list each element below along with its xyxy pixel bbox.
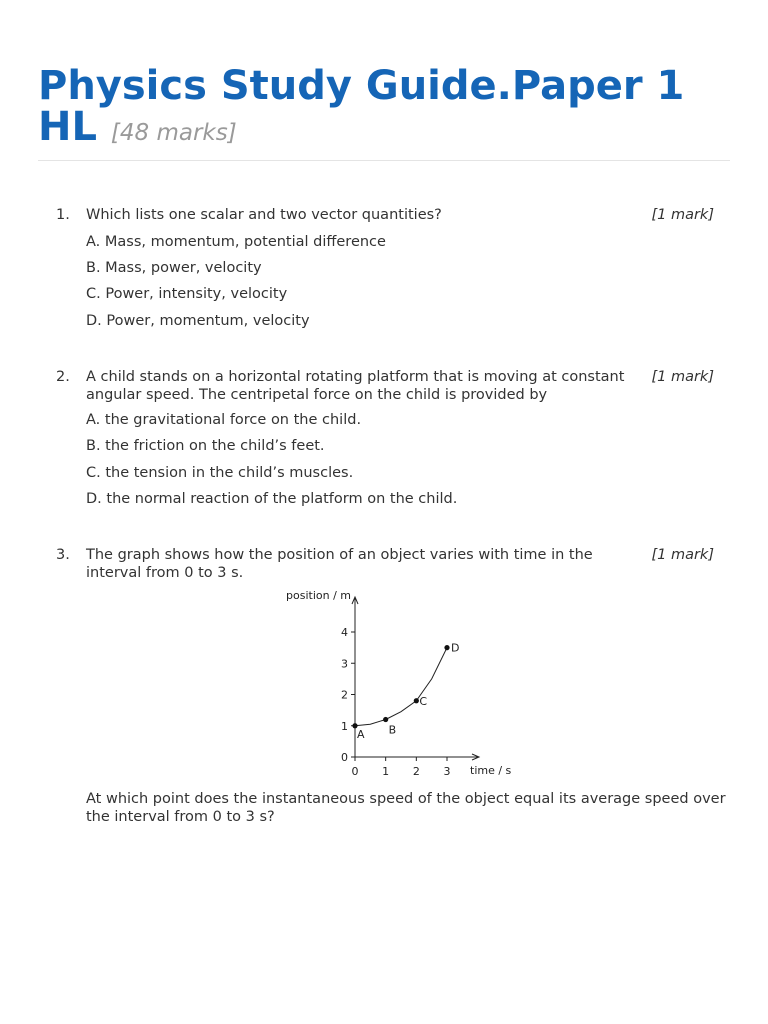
point-d [444, 645, 449, 650]
point-b [383, 717, 388, 722]
point-label-c: C [419, 694, 428, 708]
title-line-1: Physics Study Guide.Paper 1 [38, 63, 685, 109]
x-tick-label: 3 [443, 765, 451, 778]
question-text: A child stands on a horizontal rotating platform that is moving at constant angular speed. The centripetal force on the child is provided by [86, 369, 625, 403]
page-title [38, 63, 730, 154]
y-tick-label: 1 [341, 719, 348, 733]
position-curve [355, 648, 447, 726]
point-label-b: B [388, 723, 397, 737]
question-marks: [1 mark] [651, 547, 714, 563]
position-time-graph [282, 584, 522, 784]
y-tick-label: 3 [341, 657, 348, 671]
option-b[interactable]: B. the friction on the child’s feet. [86, 438, 325, 454]
question-3-follow-up: At which point does the instantaneous speed of the object equal its average speed over the interval from 0 to 3 s? [86, 791, 726, 825]
x-tick-label: 0 [351, 765, 359, 778]
y-tick-label: 0 [341, 751, 348, 764]
title-line-2: HL [38, 104, 97, 150]
axes [352, 597, 479, 760]
question-text: Which lists one scalar and two vector quantities? [86, 207, 442, 223]
question-number: 1. [56, 207, 70, 223]
option-d[interactable]: D. the normal reaction of the platform on the child. [86, 491, 458, 507]
y-axis-label: position / m [286, 589, 351, 602]
ticks [341, 626, 451, 778]
option-b[interactable]: B. Mass, power, velocity [86, 260, 262, 276]
option-c[interactable]: C. the tension in the child’s muscles. [86, 465, 354, 481]
point-label-a: A [357, 727, 365, 741]
data-points [352, 642, 459, 741]
x-tick-label: 2 [412, 765, 420, 778]
option-c[interactable]: C. Power, intensity, velocity [86, 286, 288, 302]
page-header [38, 63, 730, 154]
option-a[interactable]: A. Mass, momentum, potential difference [86, 234, 386, 250]
question-marks: [1 mark] [651, 207, 714, 223]
y-tick-label: 2 [341, 688, 348, 702]
question-number: 3. [56, 547, 70, 563]
option-d[interactable]: D. Power, momentum, velocity [86, 313, 310, 329]
y-tick-label: 4 [341, 626, 348, 639]
header-divider [38, 160, 730, 161]
question-number: 2. [56, 369, 70, 385]
question-text: The graph shows how the position of an object varies with time in the interval from 0 to 3 s. [86, 547, 593, 581]
point-c [414, 698, 419, 703]
x-tick-label: 1 [382, 765, 390, 778]
option-a[interactable]: A. the gravitational force on the child. [86, 412, 362, 428]
point-label-d: D [451, 641, 460, 655]
total-marks: [48 marks] [110, 120, 237, 146]
question-marks: [1 mark] [651, 369, 714, 385]
x-axis-label: time / s [470, 764, 512, 777]
